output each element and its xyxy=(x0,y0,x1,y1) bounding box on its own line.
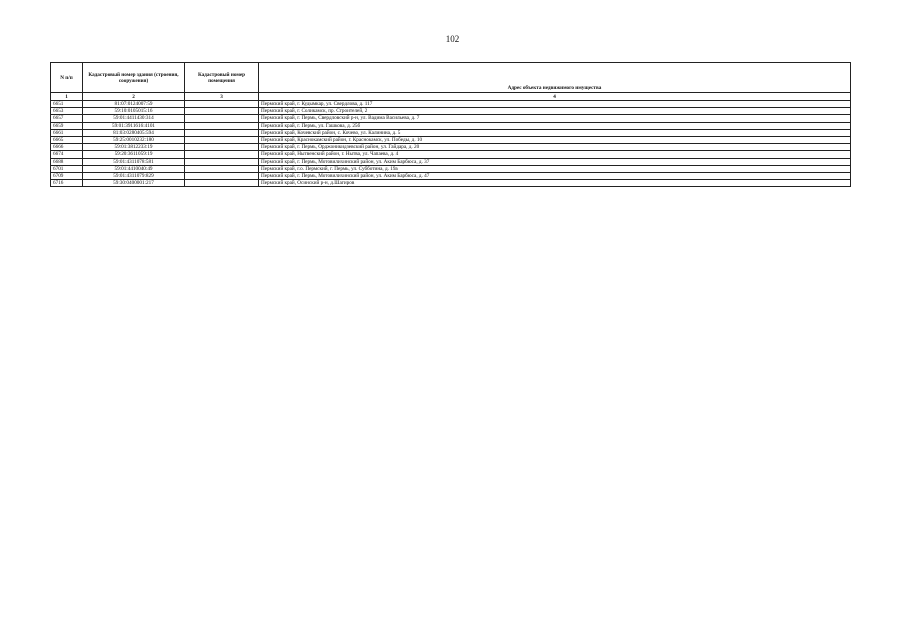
header-cad-building: Кадастровый номер здания (строения, сооружения) xyxy=(83,63,185,93)
room-cadastral-number xyxy=(185,180,259,187)
property-address: Пермский край, г. Пермь, Свердловский р-н, ул. Вадима Васильева, д. 7 xyxy=(259,115,851,122)
table-row xyxy=(51,137,851,144)
row-number: 6665 xyxy=(51,137,83,144)
property-address: Пермский край, Осинский р-н, д.Шагиров xyxy=(259,180,851,187)
room-cadastral-number xyxy=(185,137,259,144)
property-address: Пермский край, г.о. Пермский, г. Пермь, ул. Субботина, д. 19а xyxy=(259,165,851,172)
column-number-row xyxy=(51,93,851,101)
building-cadastral-number: 59:01:3812233:19 xyxy=(83,144,185,151)
table-row xyxy=(51,122,851,129)
room-cadastral-number xyxy=(185,101,259,108)
room-cadastral-number xyxy=(185,122,259,129)
room-cadastral-number xyxy=(185,115,259,122)
building-cadastral-number: 59:01:4410040:49 xyxy=(83,165,185,172)
column-number: 4 xyxy=(259,93,851,101)
property-address: Пермский край, г. Кудымкар, ул. Свердлова, д. 117 xyxy=(259,101,851,108)
page-number: 102 xyxy=(445,34,460,44)
table-row xyxy=(51,151,851,158)
row-number: 6709 xyxy=(51,173,83,180)
property-address: Пермский край, г. Пермь, Орджоникидзевский район, ул. Гайдара, д. 20 xyxy=(259,144,851,151)
property-address: Пермский край, г. Пермь, Мотовилихинский район, ул. Аким Барбюса, д. 47 xyxy=(259,173,851,180)
room-cadastral-number xyxy=(185,151,259,158)
room-cadastral-number xyxy=(185,144,259,151)
table-row xyxy=(51,115,851,122)
table-body xyxy=(51,101,851,187)
row-number: 6653 xyxy=(51,108,83,115)
table-row xyxy=(51,165,851,172)
row-number: 6659 xyxy=(51,122,83,129)
header-cad-room: Кадастровый номер помещения xyxy=(185,63,259,93)
row-number: 6651 xyxy=(51,101,83,108)
building-cadastral-number: 81:03:0280405:594 xyxy=(83,129,185,136)
property-address: Пермский край, Кочевский район, с. Кочево, ул. Калинина, д. 5 xyxy=(259,129,851,136)
table-row xyxy=(51,173,851,180)
table-row xyxy=(51,158,851,165)
building-cadastral-number: 59:01:4311078:581 xyxy=(83,158,185,165)
row-number: 6661 xyxy=(51,129,83,136)
row-number: 6716 xyxy=(51,180,83,187)
room-cadastral-number xyxy=(185,129,259,136)
row-number: 6666 xyxy=(51,144,83,151)
property-address: Пермский край, г. Пермь, Мотовилихинский район, ул. Аким Барбюса, д. 37 xyxy=(259,158,851,165)
property-address: Пермский край, г. Пермь, ул. Гашкова, д. 25б xyxy=(259,122,851,129)
table-row xyxy=(51,129,851,136)
table-row xyxy=(51,180,851,187)
building-cadastral-number: 59:30:0400001:217 xyxy=(83,180,185,187)
room-cadastral-number xyxy=(185,165,259,172)
room-cadastral-number xyxy=(185,158,259,165)
room-cadastral-number xyxy=(185,173,259,180)
column-number: 1 xyxy=(51,93,83,101)
building-cadastral-number: 59:25:0010232:180 xyxy=(83,137,185,144)
row-number: 6701 xyxy=(51,165,83,172)
building-cadastral-number: 81:07:0124007:59 xyxy=(83,101,185,108)
column-number: 3 xyxy=(185,93,259,101)
building-cadastral-number: 59:01:4411430:314 xyxy=(83,115,185,122)
table-row xyxy=(51,108,851,115)
header-num: N п/п xyxy=(51,63,83,93)
building-cadastral-number: 59:10:0105015:16 xyxy=(83,108,185,115)
property-address: Пермский край, г. Соликамск, пр. Строителей, 2 xyxy=(259,108,851,115)
header-address: Адрес объекта недвижимого имущества xyxy=(259,63,851,93)
property-registry-table xyxy=(50,62,851,187)
table-header-row xyxy=(51,63,851,93)
room-cadastral-number xyxy=(185,108,259,115)
property-address: Пермский край, Краснокамский район, г. Краснокамск, ул. Победы, д. 10 xyxy=(259,137,851,144)
table-row xyxy=(51,101,851,108)
building-cadastral-number: 59:01:3911616:4101 xyxy=(83,122,185,129)
table-row xyxy=(51,144,851,151)
property-address: Пермский край, Нытвенский район, г. Нытва, ул. Чапаева, д. 4 xyxy=(259,151,851,158)
row-number: 6657 xyxy=(51,115,83,122)
column-number: 2 xyxy=(83,93,185,101)
building-cadastral-number: 59:01:4311079:829 xyxy=(83,173,185,180)
row-number: 6688 xyxy=(51,158,83,165)
building-cadastral-number: 59:20:3611059:19 xyxy=(83,151,185,158)
row-number: 6674 xyxy=(51,151,83,158)
